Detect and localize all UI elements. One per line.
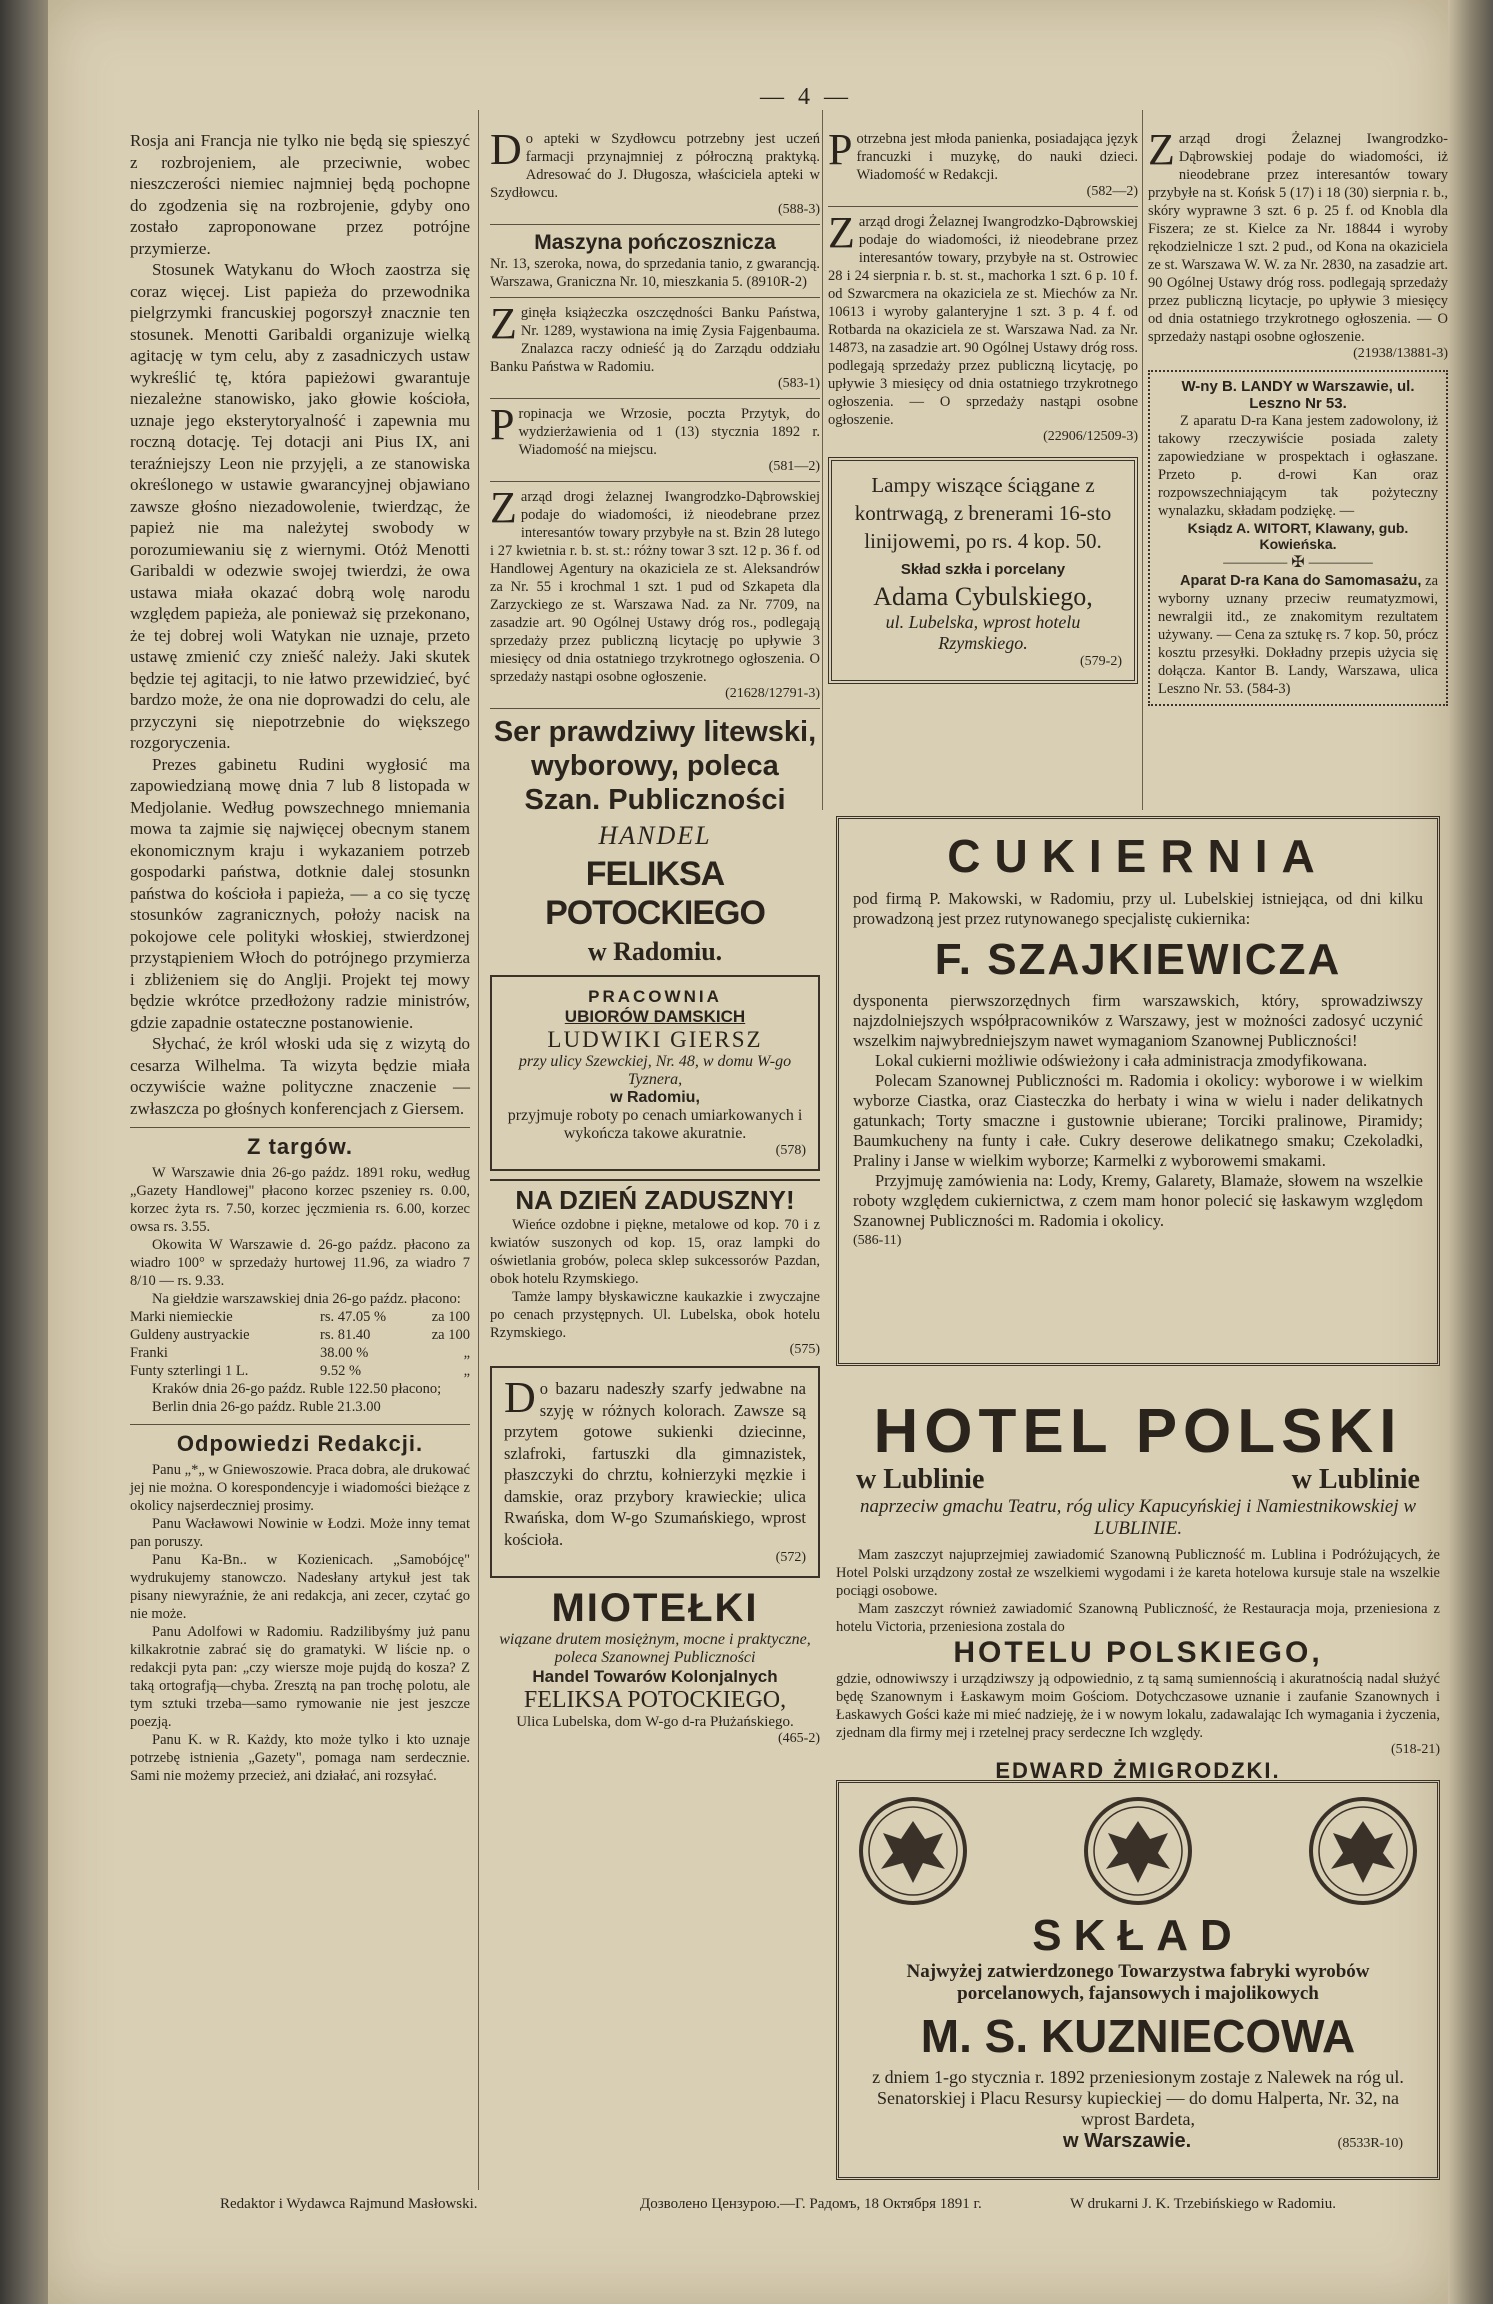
rate-row: Funty szterlingi 1 L. 9.52 % „ bbox=[130, 1363, 470, 1379]
hotel-city: w Lublinie bbox=[1291, 1464, 1420, 1495]
column-ads-2: D o apteki w Szydłowcu potrzebny jest uczeń farmacji przynajmniej z półroczną praktyką. Adresować do J. Długosza, właściciela apteki w Szydłowcu. (588-3) Maszyna pończosznicza Nr. 13, szeroka, nowa, do sprzedania tanio, z gwarancją. Warszawa, Graniczna Nr. 10, mieszkania 5. (8910R-2) Z ginęła książeczka oszczędności Banku Państwa, Nr. 1289, wystawiona na imię Zysia Fajgenbauma. Znalazca raczy odnieść ją do Zarządu oddziału Banku Państwa w Radomiu. (583-1) P ropinacja we Wrzosie, poczta Przytyk, do wydzierżawienia od 1 (13) stycznia 1892 r. Wiadomość na miejscu. (581—2) Z arząd drogi żelaznej Iwangrodzko-Dąbrowskiej podaje do wiadomości, iż nieodebrane przez interesantów towary przybyłe na st. Bzin 28 lutego i 27 kwietnia r. b. st. st.: różny towar 3 szt. 12 p. 36 f. od Handlowej Agentury na okaziciela ze st. Aleksandrów za Nr. 55 i krochmal 1 szt. 1 pud od Szkapeta dla Zarzyckiego ze st. Warszawa Nad. za Nr. 7709, na zasadzie art. 90 Ogólnej Ustawy dróg ros., podlegają sprzedaży przez publiczną licytację po upływie 3 miesięcy od dnia ostatniego trzykrotnego ogłoszenia. O sprzedaży nastąpi osobne ogłoszenie. (21628/12791-3) Ser prawdziwy litewski, wyborowy, poleca Szan. Publiczności HANDEL FELIKSA POTOCKIEGO w Radomiu. PRACOWNIA UBIORÓW DAMSKICH LUDWIKI GIERSZ przy ulicy Szewckiej, Nr. 48, w domu W-go Tyznera, w Radomiu, przyjmuje roboty po cenach umiarkowanych i wykończa takowe akuratnie. (578) NA DZIEŃ ZADUSZNY! Wieńce ozdobne i piękne, metalowe od kop. 70 i z kwiatów suszonych od kop. 15, oraz lampki do oświetlania grobów, poleca sklep sukcessorów Pazdan, obok hotelu Rzymskiego. Tamże lampy błyskawiczne kaukazkie i zwyczajne po cenach przystępnych. Ul. Lubelska, obok hotelu Rzymskiego. (575) D o bazaru nadeszły szarfy jedwabne na szyję w różnych kolorach. Zawsze są przytem gotowe sukienki dziecinne, szlafroki, fartuszki dla gimnazistek, płaszczyki do chrztu, kołnierzyki męzkie i damskie, oraz przybory krawieckie; ulica Rwańska, dom W-go Szumańskiego, wprost kościoła. (572) MIOTEŁKI wiązane drutem mosiężnym, mocne i praktyczne, poleca Szanownej Publiczności Handel Towarów Kolonjalnych FELIKSA POTOCKIEGO, Ulica Lubelska, dom W-go d-ra Płużańskiego. (465-2) bbox=[490, 125, 820, 1746]
answer-paragraph: Panu Wacławowi Nowinie w Łodzi. Może inny temat pan poruszy. bbox=[130, 1516, 470, 1550]
rate-row: Guldeny austryackie rs. 81.40 za 100 bbox=[130, 1327, 470, 1343]
rate-row: Franki 38.00 % „ bbox=[130, 1345, 470, 1361]
ad-text: Wieńce ozdobne i piękne, metalowe od kop. 70 i z kwiatów suszonych od kop. 15, oraz lampki do oświetlania grobów, poleca sklep sukcessorów Pazdan, obok hotelu Rzymskiego. bbox=[490, 1217, 820, 1287]
ad-bazar: D o bazaru nadeszły szarfy jedwabne na szyję w różnych kolorach. Zawsze są przytem gotowe sukienki dziecinne, szlafroki, fartuszki dla gimnazistek, płaszczyki do chrztu, kołnierzyki męzkie i damskie, oraz przybory krawieckie; ulica Rwańska, dom W-go Szumańskiego, wprost kościoła. (572) bbox=[490, 1366, 820, 1578]
market-line: W Warszawie dnia 26-go paźdz. 1891 roku, według „Gazety Handlowej" płacono korzec pszeniey rs. 0.00, korzec żyta rs. 7.50, korzec jęczmienia rs. 6.00, korzec owsa rs. 3.55. bbox=[130, 1165, 470, 1235]
section-title-markets: Z targów. bbox=[130, 1127, 470, 1160]
footer-censor: Дозволено Цензурою.—Г. Радомъ, 18 Октября 1891 г. bbox=[640, 2196, 982, 2212]
ad-text: Nr. 13, szeroka, nowa, do sprzedania tanio, z gwarancją. Warszawa, Graniczna Nr. 10, mieszkania 5. (8910R-2) bbox=[490, 256, 820, 290]
footer-editor: Redaktor i Wydawca Rajmund Masłowski. bbox=[220, 2196, 478, 2212]
column-news bbox=[130, 130, 470, 1785]
footer-printer: W drukarni J. K. Trzebińskiego w Radomiu. bbox=[1070, 2196, 1336, 2212]
ad-zarzad: Z arząd drogi Żelaznej Iwangrodzko-Dąbrowskiej podaje do wiadomości, iż nieodebrane przez interesantów towary przybyłe na st. Końsk 5 (17) i 18 (30) sierpnia r. b., skóry wyprawne 3 szt. 6 p. 25 f. od Knobla dla Fiszera; ze st. Kielce za Nr. 18844 i wyroby rękodzielnicze 1 szt. 2 pud., od Kona na okaziciela ze st. Warszawa W. W. za Nr. 2830, na zasadzie art. 90 Ogólnej Ustawy dróg ross. podlegają sprzedaży przez publiczną licytacje, po upływie 3 miesięcy od dnia ostatniego trzykrotnego ogłoszenia. — O sprzedaży nastąpi osobne ogłoszenie. (21938/13881-3) bbox=[1148, 125, 1448, 361]
market-line: Berlin dnia 26-go paźdz. Ruble 21.3.00 bbox=[152, 1399, 381, 1415]
column-ads-4 bbox=[1148, 125, 1448, 714]
ad-sklad-porcelany: SKŁAD Najwyżej zatwierdzonego Towarzystwa fabryki wyrobów porcelanowych, fajansowych i majolikowych M. S. KUZNIECOWA z dniem 1-go stycznia r. 1892 przeniesionym zostaje z Nalewek na róg ul. Senatorskiej i Placu Resursy kupieckiej — do domu Halperta, Nr. 32, na wprost Bardeta, w Warszawie. (8533R-10) bbox=[836, 1780, 1440, 2180]
eagle-emblem-icon bbox=[1078, 1791, 1198, 1911]
answer-paragraph: Panu „*„ w Gniewoszowie. Praca dobra, ale drukować jej nie można. O korespondencyje i wiadomości bieżące z okolicy najserdeczniej prosimy. bbox=[130, 1462, 470, 1514]
ad-zarzad: Z arząd drogi żelaznej Iwangrodzko-Dąbrowskiej podaje do wiadomości, iż nieodebrane przez interesantów towary przybyłe na st. Bzin 28 lutego i 27 kwietnia r. b. st. st.: różny towar 3 szt. 12 p. 36 f. od Handlowej Agentury na okaziciela ze st. Aleksandrów za Nr. 55 i krochmal 1 szt. 1 pud od Szkapeta dla Zarzyckiego ze st. Warszawa Nad. za Nr. 7709, na zasadzie art. 90 Ogólnej Ustawy dróg ros., podlegają sprzedaży przez publiczną licytację po upływie 3 miesięcy od dnia ostatniego trzykrotnego ogłoszenia. O sprzedaży nastąpi osobne ogłoszenie. (21628/12791-3) bbox=[490, 483, 820, 701]
market-line: Kraków dnia 26-go paźdz. Ruble 122.50 płacono; bbox=[152, 1381, 442, 1397]
ad-lampy: Lampy wiszące ściągane z kontrwagą, z brenerami 16-sto linijowemi, po rs. 4 kop. 50. Skład szkła i porcelany Adama Cybulskiego, ul. Lubelska, wprost hotelu Rzymskiego. (579-2) bbox=[828, 457, 1138, 684]
ad-zarzad: Z arząd drogi Żelaznej Iwangrodzko-Dąbrowskiej podaje do wiadomości, iż nieodebrane przez interesantów towary, przybyłe na st. Ostrowiec 28 i 24 sierpnia r. b. st. st., machorka 1 szt. 6 p. 10 f. od Szwarcmera na okaziciela ze st. Miechów za Nr. 10613 i wyroby galanteryjne 1 szt. 3 p. 4 f. od Rotbarda na okaziciela ze st. Warszawa Nad. za Nr. 14873, na zasadzie art. 90 Ogólnej Ustawy dróg ross. podlegają sprzedaży przez publiczną licytację, po upływie 3 miesięcy od dnia ostatniego trzykrotnego ogłoszenia. — O sprzedaży nastąpi osobne ogłoszenie. (22906/12509-3) bbox=[828, 208, 1138, 444]
answer-paragraph: Panu Adolfowi w Radomiu. Radzilibyśmy już panu kilkakrotnie zabrać się do gramatyki. W liście np. o redakcji pyta pan: „czy wiersze moje pujdą do kosza? Z taką ortografją—chyba. Zresztą na pan trochę polotu, ale tym sztuki trzeba—samo rymowanie nie jest jeszcze poezją. bbox=[130, 1624, 470, 1730]
ad-text: Tamże lampy błyskawiczne kaukazkie i zwyczajne po cenach przystępnych. Ul. Lubelska, obok hotelu Rzymskiego. bbox=[490, 1289, 820, 1341]
ad-miotelki: MIOTEŁKI wiązane drutem mosiężnym, mocne i praktyczne, poleca Szanownej Publiczności Handel Towarów Kolonjalnych FELIKSA POTOCKIEGO, Ulica Lubelska, dom W-go d-ra Płużańskiego. (465-2) bbox=[499, 1586, 820, 1746]
column-rule bbox=[478, 110, 479, 2190]
ad-title: NA DZIEŃ ZADUSZNY! bbox=[490, 1179, 820, 1216]
rates-table bbox=[130, 1308, 470, 1380]
column-ads-3 bbox=[828, 125, 1138, 692]
column-rule bbox=[822, 110, 823, 810]
ad-pracownia: PRACOWNIA UBIORÓW DAMSKICH LUDWIKI GIERSZ przy ulicy Szewckiej, Nr. 48, w domu W-go Tyznera, w Radomiu, przyjmuje roboty po cenach umiarkowanych i wykończa takowe akuratnie. (578) bbox=[490, 975, 820, 1171]
eagle-emblem-icon bbox=[853, 1791, 973, 1911]
market-line: Okowita W Warszawie d. 26-go paźdz. płacono za wiadro 100° w sprzedaży hurtowej 11.96, za wiadro 7 8/10 — rs. 9.33. bbox=[130, 1237, 470, 1289]
page-edge bbox=[1448, 0, 1493, 2304]
column-rule bbox=[1142, 110, 1143, 810]
section-title-answers: Odpowiedzi Redakcji. bbox=[130, 1424, 470, 1457]
ad-ksiazeczka: Z ginęła książeczka oszczędności Banku Państwa, Nr. 1289, wystawiona na imię Zysia Fajgenbauma. Znalazca raczy odnieść ją do Zarządu oddziału Banku Państwa w Radomiu. (583-1) bbox=[490, 299, 820, 391]
ad-propinacja: P ropinacja we Wrzosie, poczta Przytyk, do wydzierżawienia od 1 (13) stycznia 1892 r. Wiadomość na miejscu. (581—2) bbox=[490, 400, 820, 474]
market-line: Na giełdzie warszawskiej dnia 26-go paźdz. płacono: bbox=[152, 1291, 461, 1307]
ad-apteka: D o apteki w Szydłowcu potrzebny jest uczeń farmacji przynajmniej z półroczną praktyką. Adresować do J. Długosza, właściciela apteki w Szydłowcu. (588-3) bbox=[490, 125, 820, 217]
ad-panienka: P otrzebna jest młoda panienka, posiadająca język francuzki i muzykę, do nauki dzieci. Wiadomość w Redakcji. (582—2) bbox=[828, 125, 1138, 199]
page-number: — 4 — bbox=[760, 84, 852, 110]
eagle-emblem-icon bbox=[1303, 1791, 1423, 1911]
ad-title: Maszyna pończosznicza bbox=[534, 231, 776, 254]
ad-ser: Ser prawdziwy litewski, wyborowy, poleca Szan. Publiczności HANDEL FELIKSA POTOCKIEGO w Radomiu. bbox=[493, 716, 817, 966]
ad-hotel: HOTEL POLSKI w Lublinie w Lublinie naprzeciw gmachu Teatru, róg ulicy Kapucyńskiej i Namiestnikowskiej w LUBLINIE. Mam zaszczyt najuprzejmiej zawiadomić Szanowną Publiczność m. Lublina i Podróżujących, że Hotel Polski urządzony został ze wszelkiemi wygodami i że kareta hotelowa kursuje stale na wszelkie pociągi osobowe. Mam zaszczyt również zawiadomić Szanowną Publiczność, że Restauracja moja, przeniesiona z hotelu Victoria, przeniesiona zostala do HOTELU POLSKIEGO, gdzie, odnowiwszy i urządziwszy ją odpowiednio, z tą samą sumiennością i akuratnością nadal służyć będę Szanownym i Łaskawym moim Gościom. Dotychczasowe uznanie i zaufanie Szanownych i Łaskawych Gości każe mi mieć nadzieję, że i w nowym lokalu, zadawalając Ich wymagania i życzenia, zjednam dla firmy mej i rzetelnej pracy serdeczne Ich względy. (518-21) EDWARD ŻMIGRODZKI. bbox=[836, 1397, 1440, 1783]
article-paragraph: Stosunek Watykanu do Włoch zaostrza się coraz więcej. List papieża do przewodnika pielgrzymki francuskiej pogorszył znacznie ten stosunek. Menotti Garibaldi organizuje wielką agitację w tym celu, aby z zasadniczych ustaw wykreślić tę, która papieżowi gwarantuje niezależne stanowisko, jako głowie kościoła, uznaje jego eksterytoryalność i zapewnia mu roczną dotację. Tej dotacji ani Pius IX, ani teraźniejszy Leon nie przyjęli, a ze stanowiska określonego w ustawie gwarancyjnej objawiano zawsze głośno niezadowolenie, twierdząc, że papież nie ma należytej swobody w porozumiewaniu się z wiernymi. Otóż Menotti Garibaldi w odezwie swojej twierdzi, że owa ustawa miała okazać dobrą wolę narodu względem papieża, ale ponieważ się przekonano, że tej dobrej woli Watykan nie uznaje, przeto ustawę zmienić czy zniešć należy. Jaki skutek będzie tej agitacji, to nie łatwo przewidzieć, być bardzo może, że ona nie doprowadzi do celu, ale przyczyni się niepotrzebnie do większego rozgoryczenia. bbox=[130, 260, 470, 752]
ornament-divider: ———— ✠ ———— bbox=[1223, 554, 1373, 571]
ad-cukiernia: CUKIERNIA pod firmą P. Makowski, w Radomiu, przy ul. Lubelskiej istniejąca, od dni kilku prowadzoną jest przez rutynowanego specjalistę cukiernika: F. SZAJKIEWICZA dysponenta pierwszorzędnych firm warszawskich, który, sprowadziwszy najzdolniejszych współpracowników z Warszawy, jest w możności zadosyć uczynić wszelkim najwybredniejszym nawet wymaganiom Szanownej Publiczności! Lokal cukierni możliwie odświeżony i cała administracja zmodyfikowana. Polecam Szanownej Publiczności m. Radomia i okolicy: wyborowe i w wielkim wyborze Ciastka, oraz Ciasteczka do herbaty i wina w wielu i nader delikatnych gatunkach; Torty smaczne i gustownie ubierane; Torciki pralinowe, Piramidy; Baumkucheny na funty i całe. Cukry deserowe delikatnego smaku; Czekoladki, Praliny i Janse w wielkim wyborze; Karmelki z wyborowemi smakami. Przyjmuję zamówienia na: Lody, Kremy, Galarety, Blamaże, słowem na wszelkie roboty względem cukiernictwa, z czem mam honor polecić się łaskawym względom Szanownej Publiczności m. Radomia i okolicy. (586-11) bbox=[836, 816, 1440, 1366]
article-paragraph: Prezes gabinetu Rudini wygłosić ma zapowiedzianą mowę dnia 7 lub 8 listopada w Medjolanie. Według powszechnego mniemania mowa ta zajmie się najwięcej obecnym stanem ekonomicznym kraju i wykazaniem potrzeb gospodarki państwa, dotknie dalej stosunkn państwa do kościoła i papieża, — a co się tyczę stosunków zagranicznych, położy nacisk na pokojowe cele polityki włoskiej, stwierdzonej przystąpieniem Włoch do potrójnego przymierza i zbliżeniem się do Anglji. Projekt tej mowy będzie wkrótce przedłożony radzie ministrów, gdzie zapadnie ostateczne postanowienie. bbox=[130, 754, 470, 1032]
rate-row: Marki niemieckie rs. 47.05 % za 100 bbox=[130, 1309, 470, 1325]
hotel-city: w Lublinie bbox=[856, 1464, 985, 1495]
book-binding bbox=[0, 0, 52, 2304]
answer-paragraph: Panu K. w R. Każdy, kto może tylko i kto uznaje potrzebę istnienia „Gazety", pomaga nam serdecznie. Sami nie możemy przecież, ani działać, ani rozsyłać. bbox=[130, 1732, 470, 1784]
article-paragraph: Rosja ani Francja nie tylko nie będą się spieszyć z rozbrojeniem, ale przeciwnie, wobec nieszczerości niemiec najmniej będą pochopne do zgodzenia się na rozbrojenie, gdyby ono zostało zaproponowane przez potrójne przymierze. bbox=[130, 131, 470, 258]
ad-landy: W-ny B. LANDY w Warszawie, ul. Leszno Nr 53. Z aparatu D-ra Kana jestem zadowolony, iż takowy rzeczywiście posiada zalety zapowiedziane w prospektach i ogłaszane. Przeto p. d-rowi Kan oraz rozpowszechniającym tak pożyteczny wynalazku, składam podziękę. — Ksiądz A. WITORT, Klawany, gub. Kowieńska. ———— ✠ ———— Aparat D-ra Kana do Samomasażu, za wyborny uznany przeciw reumatyzmowi, newralgii itd., ze znakomitym rezultatem używany. — Cena za sztukę rs. 7 kop. 50, prócz kosztu przesyłki. Dokładny przepis użycia się dołącza. Kantor B. Landy, Warszawa, ulica Leszno Nr. 53. (584-3) bbox=[1148, 370, 1448, 706]
answer-paragraph: Panu Ka-Bn.. w Kozienicach. „Samobójcę" wydrukujemy stanowczo. Nadesłany artykuł jest tak pisany niewyraźnie, że ani redakcja, ani zecer, czytać go nie może. bbox=[130, 1552, 470, 1622]
article-paragraph: Słychać, że król włoski uda się z wizytą do cesarza Wilhelma. Ta wizyta będzie miała oczywiście ważne polityczne znaczenie — zwłaszcza po głośnych konferencjach z Giersem. bbox=[130, 1034, 470, 1118]
